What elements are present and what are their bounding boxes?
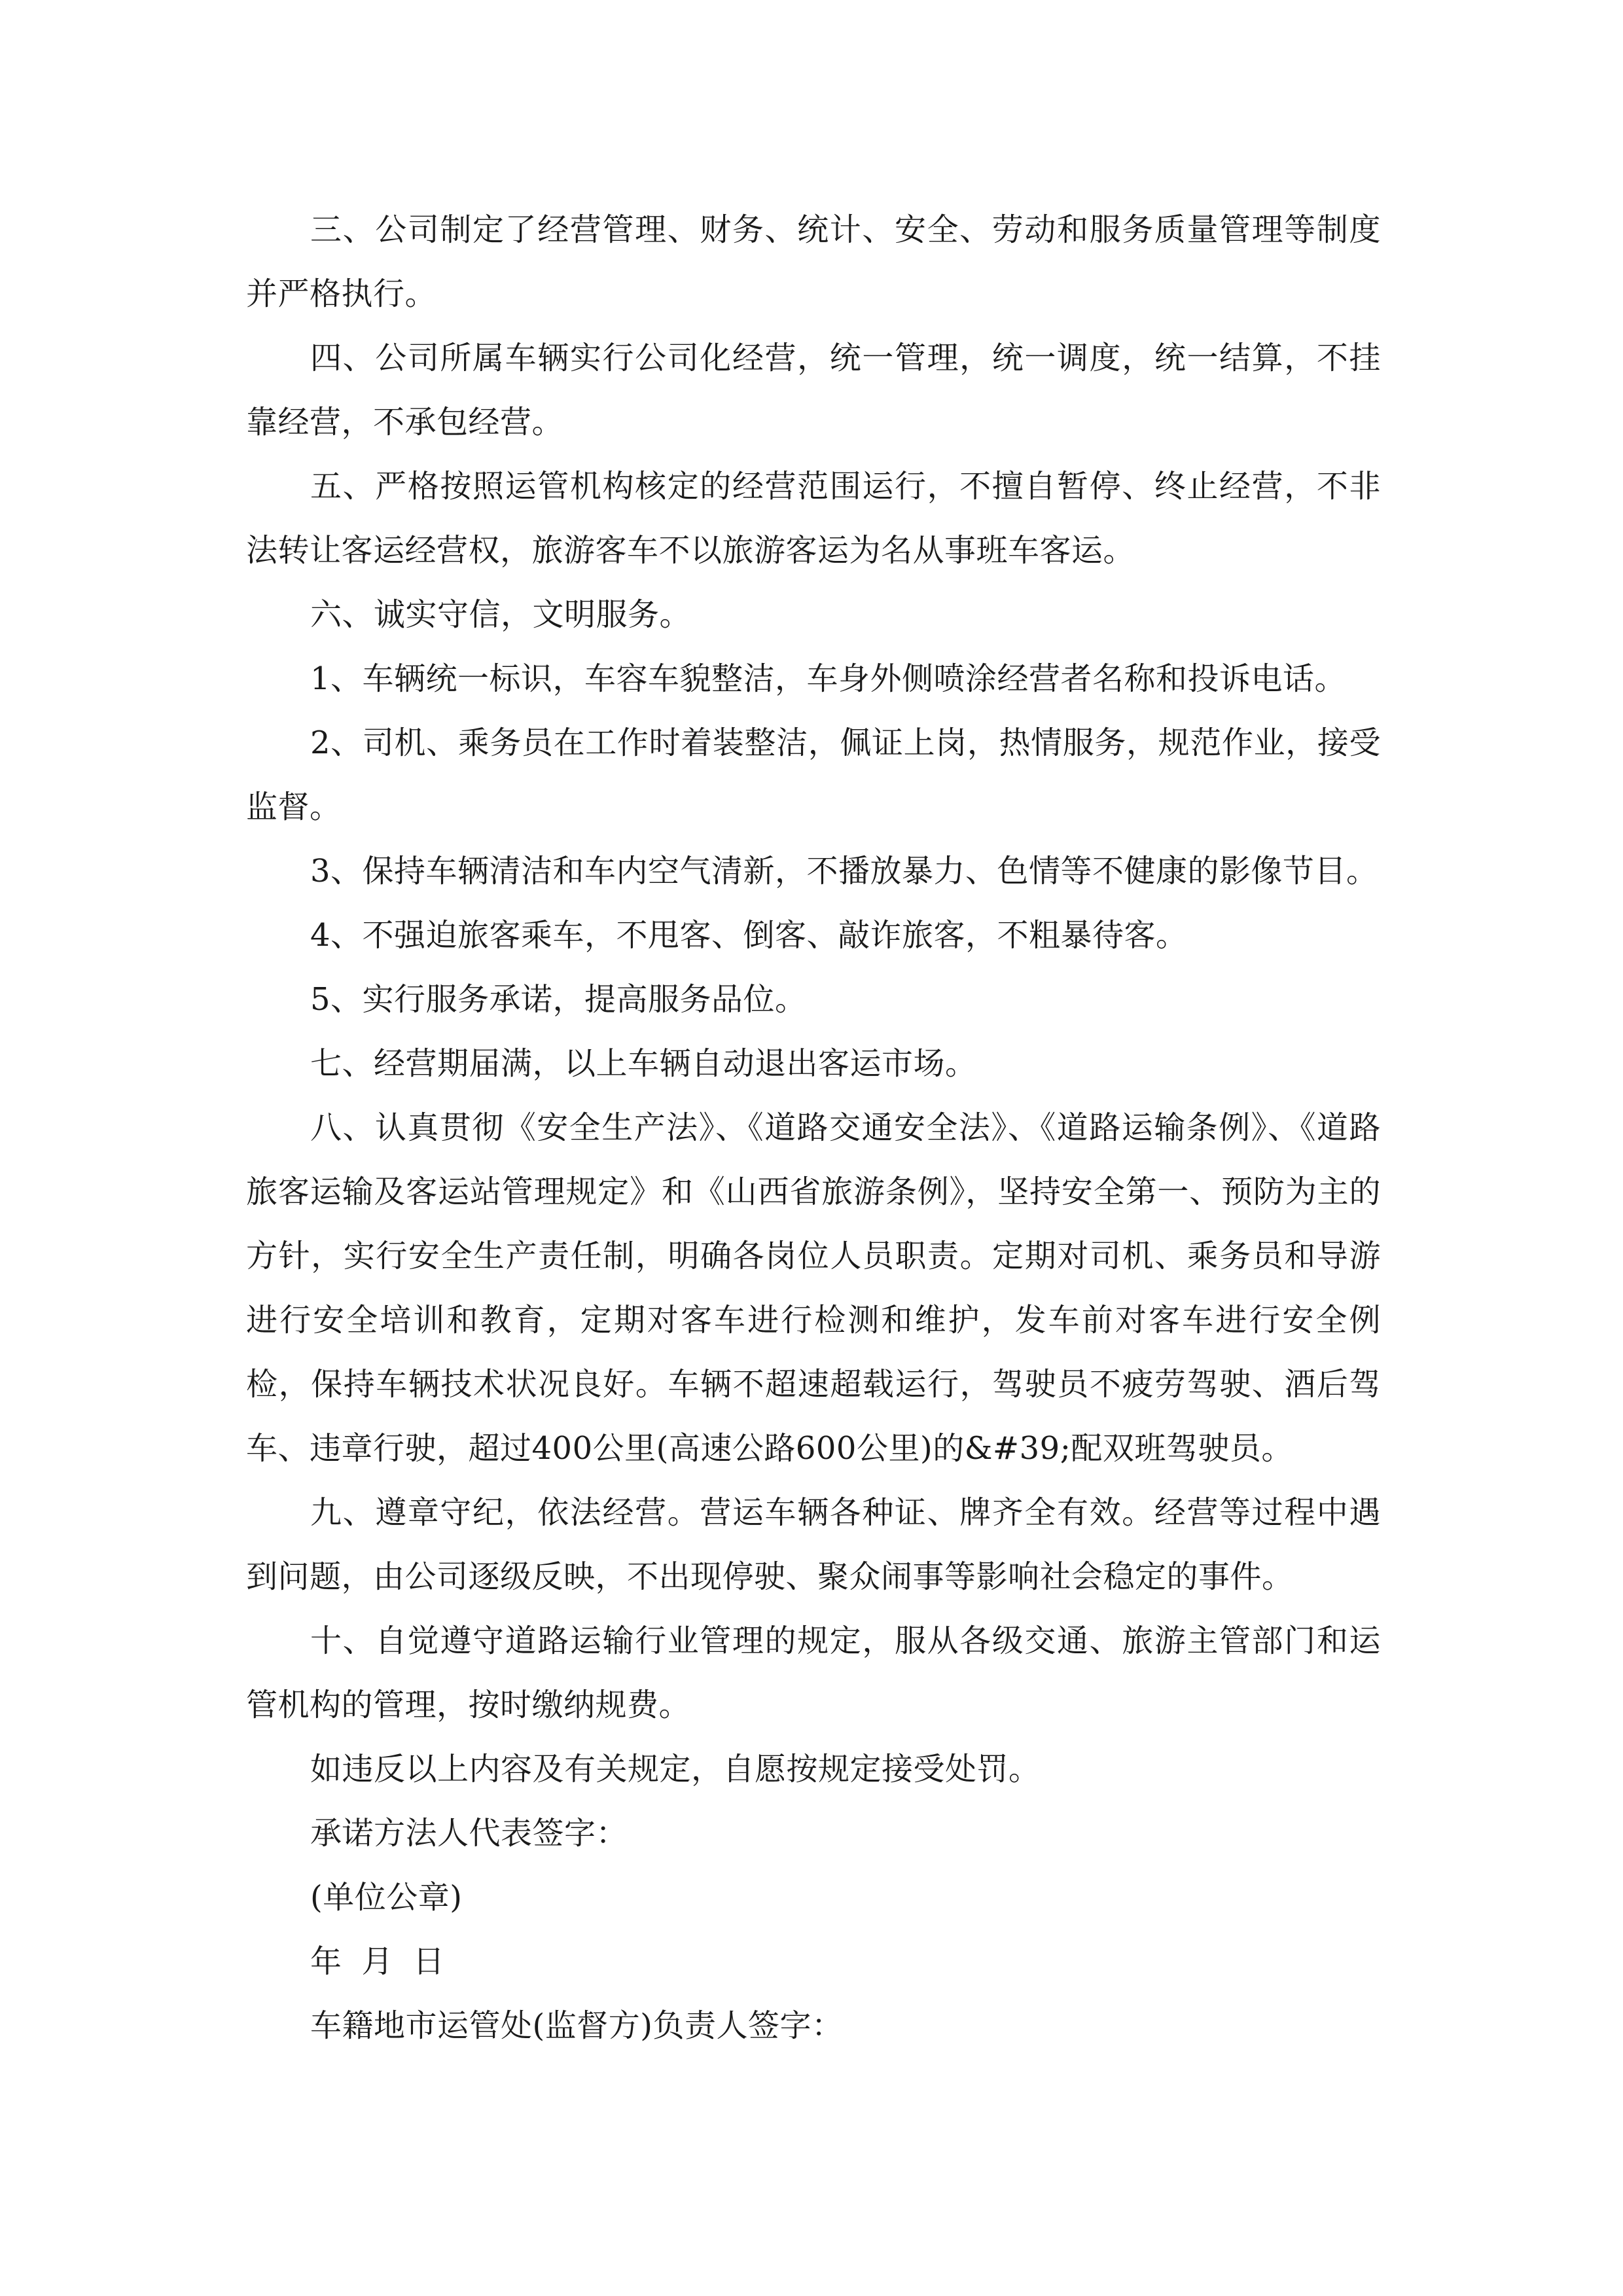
unit-seal-line: (单位公章) (310, 1879, 463, 1916)
clause-3: 三、公司制定了经营管理、财务、统计、安全、劳动和服务质量管理等制度并严格执行。 (246, 211, 1381, 312)
clause-6-item-1: 1、车辆统一标识，车容车貌整洁，车身外侧喷涂经营者名称和投诉电话。 (310, 660, 1347, 697)
clause-6-item-2: 2、司机、乘务员在工作时着装整洁，佩证上岗，热情服务，规范作业，接受监督。 (246, 725, 1381, 825)
clause-4: 四、公司所属车辆实行公司化经营，统一管理，统一调度，统一结算，不挂靠经营，不承包经营。 (246, 340, 1381, 440)
date-month: 月 (361, 1943, 394, 1980)
penalty-statement: 如违反以上内容及有关规定，自愿按规定接受处罚。 (310, 1751, 1041, 1787)
clause-6-item-5: 5、实行服务承诺，提高服务品位。 (310, 981, 807, 1018)
clause-7: 七、经营期届满，以上车辆自动退出客运市场。 (310, 1045, 977, 1082)
clause-5: 五、严格按照运管机构核定的经营范围运行，不擅自暂停、终止经营，不非法转让客运经营权，旅游客车不以旅游客运为名从事班车客运。 (246, 468, 1381, 569)
clause-9: 九、遵章守纪，依法经营。营运车辆各种证、牌齐全有效。经营等过程中遇到问题，由公司逐级反映，不出现停驶、聚众闹事等影响社会稳定的事件。 (246, 1494, 1381, 1595)
document-body (246, 198, 1381, 2058)
date-year: 年 (310, 1943, 342, 1980)
supervisor-signature-line: 车籍地市运管处(监督方)负责人签字： (310, 2007, 844, 2044)
clause-6-item-3: 3、保持车辆清洁和车内空气清新，不播放暴力、色情等不健康的影像节目。 (310, 853, 1378, 889)
clause-10: 十、自觉遵守道路运输行业管理的规定，服从各级交通、旅游主管部门和运管机构的管理，按时缴纳规费。 (246, 1623, 1381, 1723)
date-line (246, 1929, 1381, 1994)
promisor-signature-line: 承诺方法人代表签字： (310, 1815, 628, 1852)
date-day: 日 (413, 1943, 445, 1980)
clause-6: 六、诚实守信，文明服务。 (310, 596, 692, 633)
clause-8: 八、认真贯彻《安全生产法》、《道路交通安全法》、《道路运输条例》、《道路旅客运输及客运站管理规定》和《山西省旅游条例》，坚持安全第一、预防为主的方针，实行安全生产责任制，明确各岗位人员职责。定期对司机、乘务员和导游进行安全培训和教育，定期对客车进行检测和维护，发车前对客车进行安全例检，保持车辆技术状况良好。车辆不超速超载运行，驾驶员不疲劳驾驶、酒后驾车、违章行驶，超过400公里(高速公路600公里)的&#39;配双班驾驶员。 (246, 1109, 1381, 1467)
clause-6-item-4: 4、不强迫旅客乘车，不甩客、倒客、敲诈旅客，不粗暴待客。 (310, 917, 1188, 954)
